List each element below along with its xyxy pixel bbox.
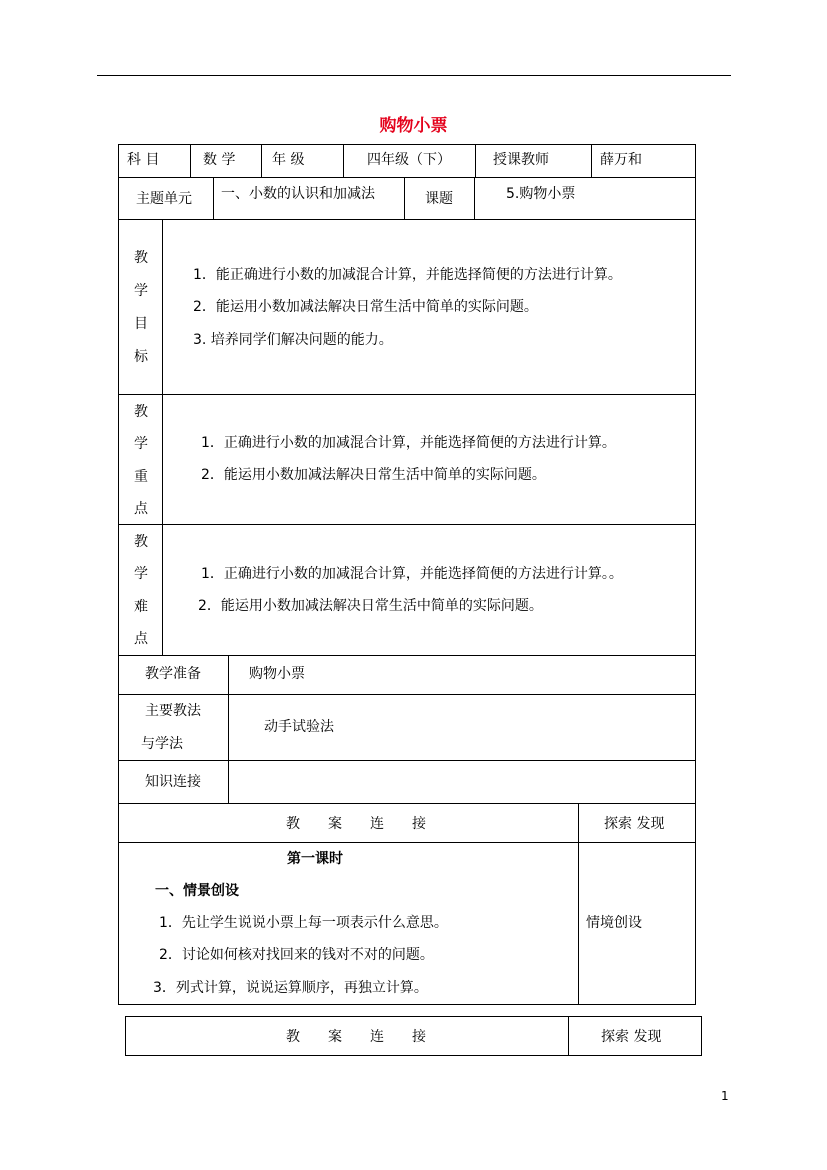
- objectives-label-char: 学: [134, 283, 148, 299]
- key-points-label-char: 教: [134, 404, 148, 420]
- header-rule: [97, 75, 731, 76]
- objective-item: 3. 培养同学们解决问题的能力。: [193, 332, 393, 348]
- grade-label: 年 级: [272, 152, 305, 168]
- page-number: 1: [721, 1089, 729, 1103]
- objective-item: 2．能运用小数加减法解决日常生活中简单的实际问题。: [193, 299, 538, 315]
- objectives-label-char: 目: [134, 316, 148, 332]
- objectives-label-char: 教: [134, 250, 148, 266]
- key-points-label-char: 重: [134, 469, 148, 485]
- key-points-label-char: 学: [134, 436, 148, 452]
- difficulties-label-char: 难: [134, 599, 148, 615]
- lesson-step: 3．列式计算，说说运算顺序，再独立计算。: [153, 980, 428, 996]
- lesson-step: 2．讨论如何核对找回来的钱对不对的问题。: [159, 947, 434, 963]
- preparation-value: 购物小票: [249, 666, 305, 682]
- difficulties-label-char: 点: [134, 631, 148, 647]
- methods-label-line2: 与学法: [141, 736, 183, 752]
- unit-label: 主题单元: [136, 191, 192, 207]
- plan-header-right: 探索 发现: [604, 816, 665, 832]
- second-header-right: 探索 发现: [601, 1029, 662, 1045]
- lesson-section: 一、情景创设: [155, 883, 239, 899]
- teacher-label: 授课教师: [493, 152, 549, 168]
- grade-value: 四年级（下）: [367, 152, 451, 168]
- difficulties-label-char: 学: [134, 566, 148, 582]
- difficulty-item: 1．正确进行小数的加减混合计算，并能选择简便的方法进行计算。。: [201, 566, 623, 582]
- methods-value: 动手试验法: [264, 719, 334, 735]
- lesson-side-note: 情境创设: [586, 915, 642, 931]
- lesson-step: 1．先让学生说说小票上每一项表示什么意思。: [159, 915, 448, 931]
- topic-value: 5.购物小票: [506, 186, 576, 202]
- subject-value: 数 学: [203, 152, 236, 168]
- difficulties-label-char: 教: [134, 534, 148, 550]
- plan-header-left: 教 案 连 接: [286, 816, 426, 832]
- preparation-label: 教学准备: [145, 666, 201, 682]
- topic-label: 课题: [425, 191, 453, 207]
- key-point-item: 1．正确进行小数的加减混合计算，并能选择简便的方法进行计算。: [201, 435, 616, 451]
- difficulty-item: 2．能运用小数加减法解决日常生活中简单的实际问题。: [198, 598, 543, 614]
- lesson-period: 第一课时: [287, 851, 343, 867]
- key-points-label-char: 点: [134, 501, 148, 517]
- key-point-item: 2．能运用小数加减法解决日常生活中简单的实际问题。: [201, 467, 546, 483]
- objectives-label-char: 标: [134, 349, 148, 365]
- methods-label-line1: 主要教法: [145, 703, 201, 719]
- unit-value: 一、小数的认识和加减法: [221, 186, 375, 202]
- teacher-value: 薛万和: [600, 152, 642, 168]
- knowledge-label: 知识连接: [145, 774, 201, 790]
- subject-label: 科 目: [127, 152, 160, 168]
- objective-item: 1．能正确进行小数的加减混合计算，并能选择简便的方法进行计算。: [193, 267, 622, 283]
- second-header-left: 教 案 连 接: [286, 1029, 426, 1045]
- document-title: 购物小票: [379, 116, 448, 136]
